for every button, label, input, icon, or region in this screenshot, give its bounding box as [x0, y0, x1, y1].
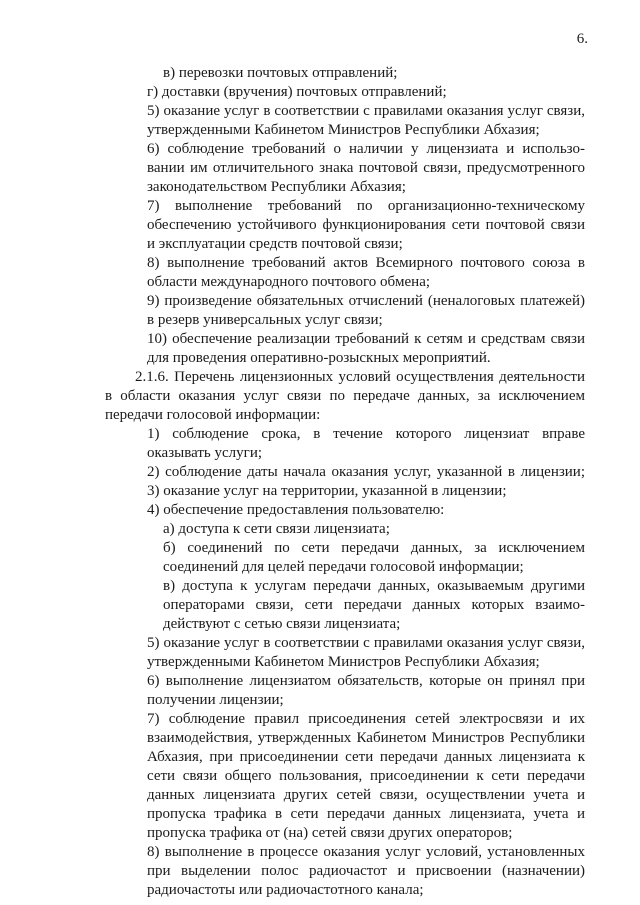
text-line: в) доступа к услугам передачи данных, оказываемым другими: [163, 578, 585, 594]
text-line: 5) оказание услуг в соответствии с правилами оказания услуг связи,: [147, 635, 585, 651]
text-line: утвержденными Кабинетом Министров Республики Абхазия;: [147, 122, 540, 138]
text-line: пропуска трафика от (на) сетей связи других операторов;: [147, 825, 513, 841]
text-line: 5) оказание услуг в соответствии с правилами оказания услуг связи,: [147, 103, 585, 119]
text-line: 4) обеспечение предоставления пользователю:: [147, 502, 445, 518]
text-line: утвержденными Кабинетом Министров Республики Абхазия;: [147, 654, 540, 670]
text-line: 1) соблюдение срока, в течение которого лицензиат вправе: [147, 426, 585, 442]
text-line: для проведения оперативно-розыскных мероприятий.: [147, 350, 491, 366]
text-line: и эксплуатации средств почтовой связи;: [147, 236, 403, 252]
section-heading-line: передачи голосовой информации:: [105, 407, 321, 423]
text-line: соединений для целей передачи голосовой информации;: [163, 559, 524, 575]
text-line: 8) выполнение в процессе оказания услуг условий, установленных: [147, 844, 585, 860]
text-line: а) доступа к сети связи лицензиата;: [163, 521, 390, 537]
text-line: 10) обеспечение реализации требований к сетям и средствам связи: [147, 331, 585, 347]
text-line: области международного почтового обмена;: [147, 274, 431, 290]
text-line: 7) соблюдение правил присоединения сетей электросвязи и их: [147, 711, 585, 727]
text-line: 2) соблюдение даты начала оказания услуг, указанной в лицензии;: [147, 464, 585, 480]
text-line: 3) оказание услуг на территории, указанной в лицензии;: [147, 483, 507, 499]
text-line: оказывать услуги;: [147, 445, 263, 461]
text-line: взаимодействия, утвержденных Кабинетом Министров Республики: [147, 730, 585, 746]
text-line: данных лицензиата других сетей связи, осуществлении учета и: [147, 787, 585, 803]
text-line: Абхазия, при присоединении сети передачи данных лицензиата к: [147, 749, 585, 765]
text-line: сети связи общего пользования, присоединении к сети передачи: [147, 768, 585, 784]
text-line: б) соединений по сети передачи данных, за исключением: [163, 540, 585, 556]
section-heading-line: в области оказания услуг связи по передаче данных, за исключением: [105, 388, 585, 404]
text-line: вании им отличительного знака почтовой связи, предусмотренного: [147, 160, 585, 176]
text-line: 6) выполнение лицензиатом обязательств, которые он принял при: [147, 673, 585, 689]
text-line: 9) произведение обязательных отчислений (неналоговых платежей): [147, 293, 585, 309]
text-line: пропуска трафика в сети передачи данных лицензиата, учета и: [147, 806, 585, 822]
text-line: г) доставки (вручения) почтовых отправлений;: [147, 84, 447, 100]
text-line: законодательством Республики Абхазия;: [147, 179, 406, 195]
text-line: в) перевозки почтовых отправлений;: [163, 65, 398, 81]
text-line: операторами связи, сети передачи данных которых взаимо-: [163, 597, 585, 613]
text-line: 8) выполнение требований актов Всемирного почтового союза в: [147, 255, 585, 271]
text-line: 6) соблюдение требований о наличии у лицензиата и использо-: [147, 141, 585, 157]
text-line: получении лицензии;: [147, 692, 284, 708]
text-line: радиочастоты или радиочастотного канала;: [147, 882, 424, 898]
text-line: 7) выполнение требований по организационно-техническому: [147, 198, 585, 214]
text-line: в резерв универсальных услуг связи;: [147, 312, 383, 328]
text-line: при выделении полос радиочастот и присвоении (назначении): [147, 863, 585, 879]
page-number: 6.: [576, 31, 588, 47]
section-heading-line: 2.1.6. Перечень лицензионных условий осуществления деятельности: [135, 369, 585, 385]
text-line: действуют с сетью связи лицензиата;: [163, 616, 401, 632]
text-line: обеспечению устойчивого функционирования сети почтовой связи: [147, 217, 585, 233]
